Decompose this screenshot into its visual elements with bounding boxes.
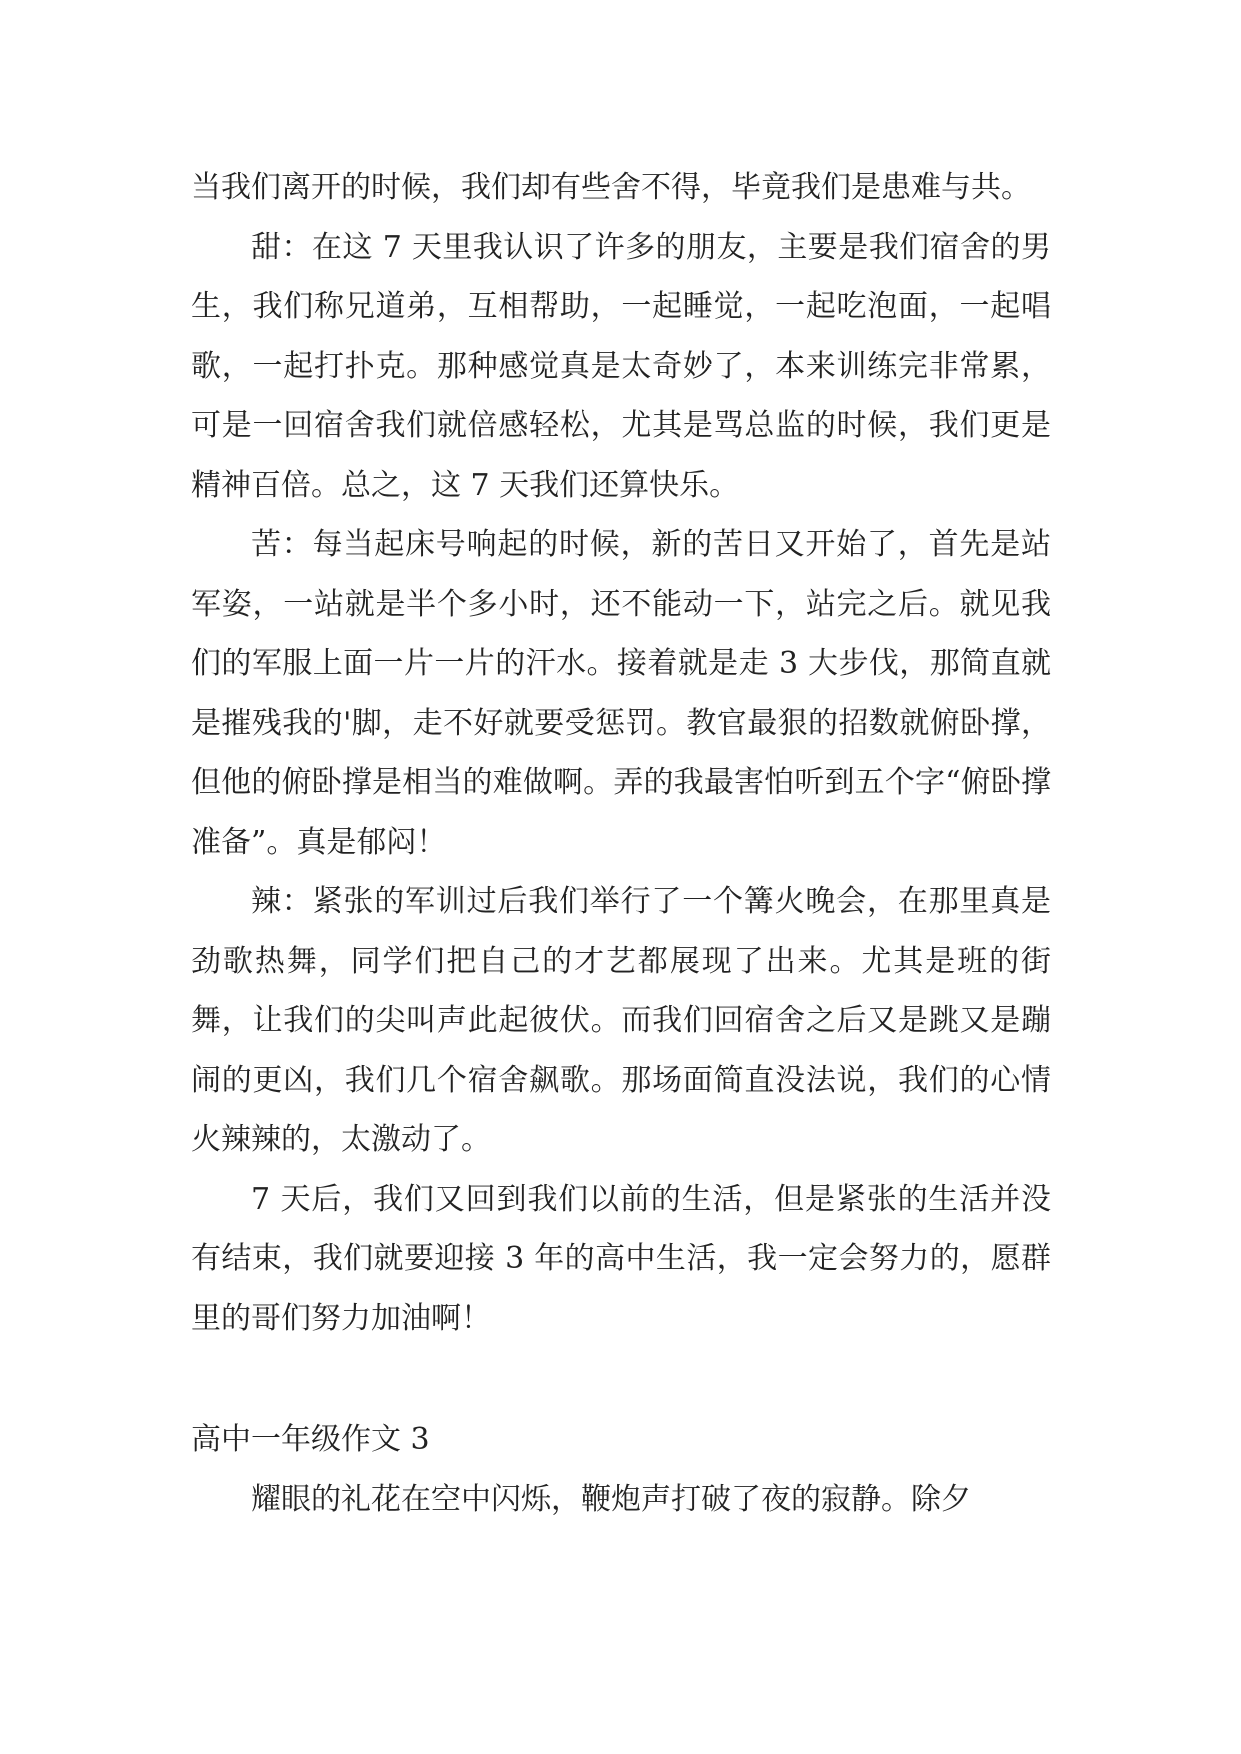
paragraph-conclusion: 7 天后，我们又回到我们以前的生活，但是紧张的生活并没有结束，我们就要迎接 3 年的高中生活，我一定会努力的，愿群里的哥们努力加油啊！: [191, 1181, 1051, 1336]
document-body: [191, 158, 1051, 1529]
paragraph-continued: 当我们离开的时候，我们却有些舍不得，毕竟我们是患难与共。: [191, 170, 1031, 205]
paragraph-spicy: 辣：紧张的军训过后我们举行了一个篝火晚会，在那里真是劲歌热舞，同学们把自己的才艺都展现了出来。尤其是班的街舞，让我们的尖叫声此起彼伏。而我们回宿舍之后又是跳又是蹦闹的更凶，我们几个宿舍飙歌。那场面简直没法说，我们的心情火辣辣的，太激动了。: [191, 884, 1051, 1157]
essay-heading: 高中一年级作文 3: [191, 1422, 430, 1457]
paragraph-sweet: 甜：在这 7 天里我认识了许多的朋友，主要是我们宿舍的男生，我们称兄道弟，互相帮助，一起睡觉，一起吃泡面，一起唱歌，一起打扑克。那种感觉真是太奇妙了，本来训练完非常累，可是一回宿舍我们就倍感轻松，尤其是骂总监的时候，我们更是精神百倍。总之，这 7 天我们还算快乐。: [191, 229, 1051, 503]
paragraph-new-essay-start: 耀眼的礼花在空中闪烁，鞭炮声打破了夜的寂静。除夕: [251, 1481, 971, 1517]
paragraph-bitter: 苦：每当起床号响起的时候，新的苦日又开始了，首先是站军姿，一站就是半个多小时，还不能动一下，站完之后。就见我们的军服上面一片一片的汗水。接着就是走 3 大步伐，那简直就是摧残我的'脚，走不好就要受惩罚。教官最狠的招数就俯卧撑，但他的俯卧撑是相当的难做啊。弄的我最害怕听到五个字“俯卧撑准备”。真是郁闷！: [191, 527, 1051, 860]
